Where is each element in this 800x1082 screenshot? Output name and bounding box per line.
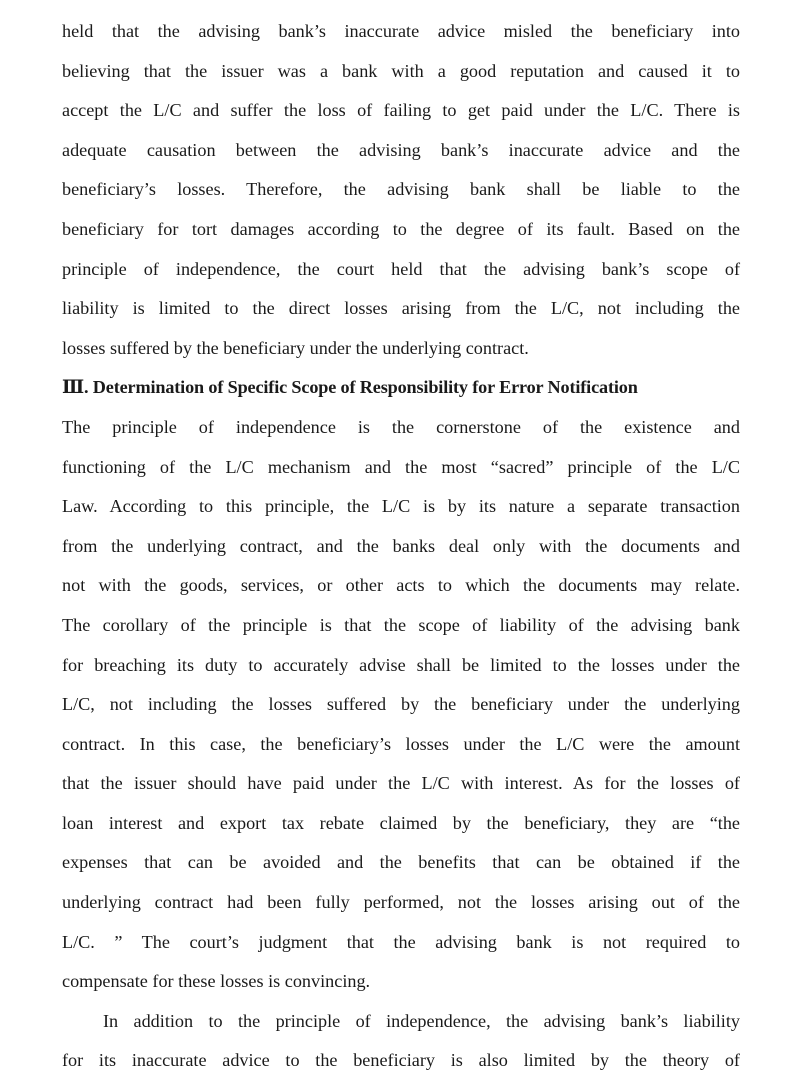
text-line: functioning of the L/C mechanism and the most “sacred” principle of the L/C <box>62 456 740 477</box>
text-line: The principle of independence is the cornerstone of the existence and <box>62 416 740 437</box>
text-line: L/C. ” The court’s judgment that the advising bank is not required to <box>62 931 740 952</box>
paragraph-court-holding <box>62 12 740 368</box>
document-page <box>62 12 740 1081</box>
paragraph-independence-principle <box>62 408 740 1002</box>
text-line: beneficiary’s losses. Therefore, the advising bank shall be liable to the <box>62 179 740 200</box>
text-line: adequate causation between the advising bank’s inaccurate advice and the <box>62 139 740 160</box>
text-line: Law. According to this principle, the L/C is by its nature a separate transaction <box>62 496 740 517</box>
text-line: that the issuer should have paid under the L/C with interest. As for the losses of <box>62 773 740 794</box>
text-line: losses suffered by the beneficiary under the underlying contract. <box>62 337 529 358</box>
text-line: believing that the issuer was a bank with a good reputation and caused it to <box>62 60 740 81</box>
text-line: underlying contract had been fully performed, not the losses arising out of the <box>62 892 740 913</box>
text-line: L/C, not including the losses suffered by the beneficiary under the underlying <box>62 694 740 715</box>
text-line: liability is limited to the direct losses arising from the L/C, not including the <box>62 298 740 319</box>
section-heading: Ⅲ. Determination of Specific Scope of Responsibility for Error Notification <box>62 377 638 398</box>
text-line: for breaching its duty to accurately advise shall be limited to the losses under the <box>62 654 740 675</box>
text-line: beneficiary for tort damages according to the degree of its fault. Based on the <box>62 218 740 239</box>
text-line: expenses that can be avoided and the benefits that can be obtained if the <box>62 852 740 873</box>
text-line: not with the goods, services, or other acts to which the documents may relate. <box>62 575 740 596</box>
text-line: The corollary of the principle is that the scope of liability of the advising bank <box>62 614 740 635</box>
text-line: compensate for these losses is convincing. <box>62 971 371 992</box>
text-line: for its inaccurate advice to the beneficiary is also limited by the theory of <box>62 1050 740 1071</box>
text-line: loan interest and export tax rebate claimed by the beneficiary, they are “the <box>62 812 740 833</box>
text-line: from the underlying contract, and the banks deal only with the documents and <box>62 535 740 556</box>
text-line: held that the advising bank’s inaccurate advice misled the beneficiary into <box>62 21 740 41</box>
text-line: principle of independence, the court held that the advising bank’s scope of <box>62 258 740 279</box>
text-line: accept the L/C and suffer the loss of failing to get paid under the L/C. There is <box>62 100 740 121</box>
paragraph-additional-limits <box>62 1002 740 1081</box>
text-line: In addition to the principle of independence, the advising bank’s liability <box>103 1010 740 1031</box>
text-line: contract. In this case, the beneficiary’s losses under the L/C were the amount <box>62 733 740 754</box>
